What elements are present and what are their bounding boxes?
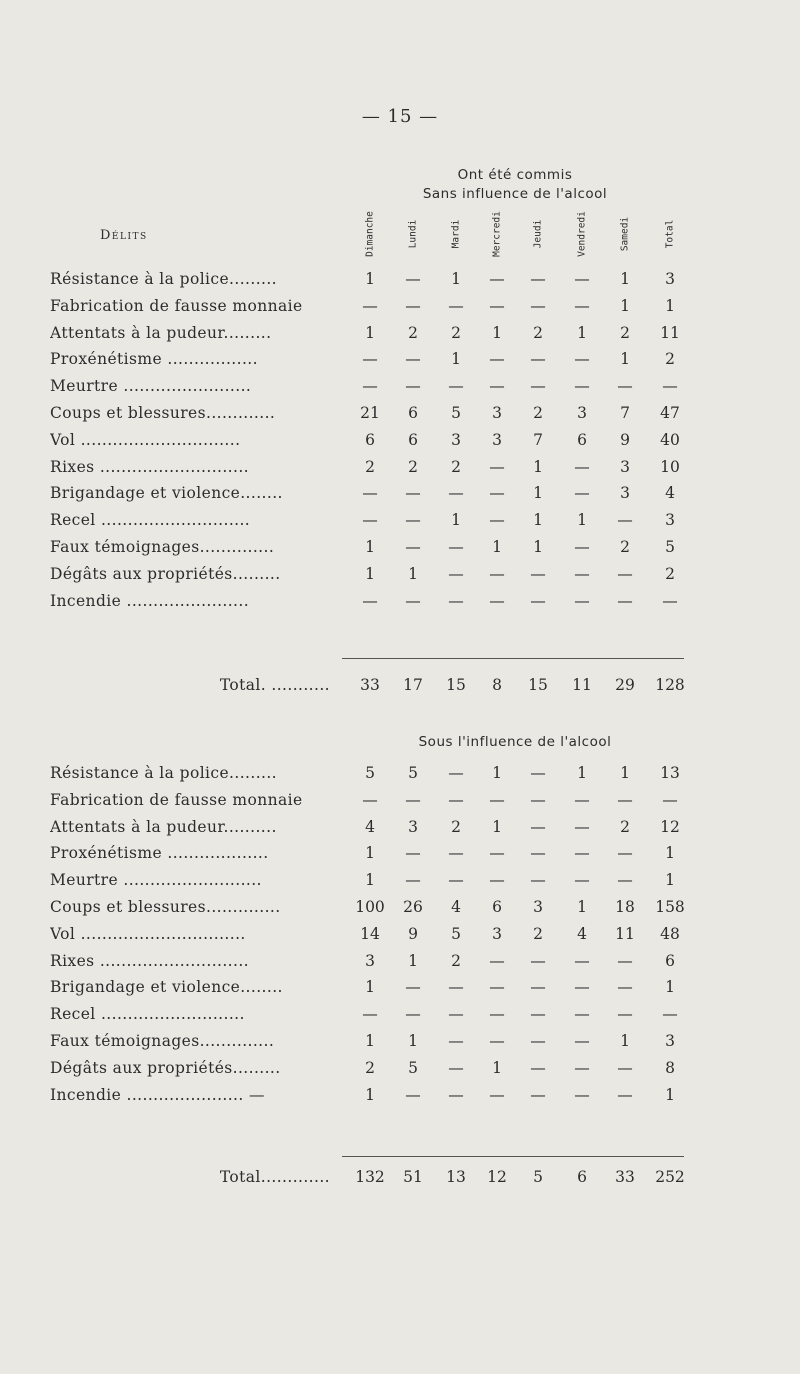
table-cell: — (489, 1032, 505, 1050)
table-cell: — (405, 538, 421, 556)
table-cell: 1 (665, 871, 675, 890)
table-cell: 5 (408, 764, 418, 782)
table-cell: 3 (665, 270, 675, 288)
table-cell: 13 (660, 764, 680, 782)
table-cell: 1 (620, 764, 630, 782)
table-cell: 9 (620, 430, 630, 449)
table-cell: — (530, 1005, 546, 1024)
table-cell: 1 (492, 1058, 502, 1077)
table-cell: 3 (492, 430, 502, 449)
table-cell: 4 (665, 484, 675, 503)
table-cell: 2 (408, 457, 418, 476)
table-cell: — (617, 978, 633, 997)
table-cell: 12 (487, 1168, 507, 1186)
table-cell: 11 (660, 323, 680, 342)
table-cell: 7 (620, 404, 630, 422)
table-cell: 10 (660, 457, 680, 476)
table-cell: 2 (533, 323, 543, 342)
table-cell: 6 (665, 951, 675, 970)
table-cell: 3 (492, 924, 502, 943)
table-cell: 1 (492, 538, 502, 556)
table-cell: — (530, 1032, 546, 1050)
table-cell: — (405, 1005, 421, 1024)
table-row (0, 377, 800, 403)
table-cell: 1 (365, 844, 375, 863)
table-cell: 33 (360, 676, 380, 694)
day-header-label: Vendredi (576, 211, 588, 257)
table-cell: — (617, 790, 633, 809)
table-cell: — (362, 591, 378, 610)
table-row (0, 350, 800, 376)
table-cell: — (574, 538, 590, 556)
table-cell: 8 (492, 676, 502, 694)
offense-label: Rixes ............................ (50, 457, 249, 476)
table-cell: — (448, 1085, 464, 1104)
day-header-label: Total (664, 219, 676, 249)
table-cell: 14 (360, 924, 380, 943)
table-cell: — (617, 844, 633, 863)
table-cell: 6 (492, 898, 502, 916)
table-cell: 1 (577, 323, 587, 342)
table-cell: 2 (451, 323, 461, 342)
table-cell: — (405, 350, 421, 369)
table-cell: 5 (365, 764, 375, 782)
table-cell: 1 (665, 978, 675, 997)
section1-caption-line2: Sans influence de l'alcool (422, 186, 608, 202)
table-cell: 2 (665, 564, 675, 583)
table-cell: — (530, 790, 546, 809)
table-cell: 5 (451, 924, 461, 943)
day-header-label: Dimanche (364, 211, 376, 257)
table-cell: — (662, 790, 678, 809)
table-cell: 3 (408, 817, 418, 836)
table-cell: 1 (577, 511, 587, 530)
table-row (0, 925, 800, 951)
offense-label: Coups et blessures.............. (50, 898, 281, 916)
table-cell: 11 (615, 924, 635, 943)
table-cell: — (362, 377, 378, 396)
table-cell: 1 (665, 844, 675, 863)
table-cell: — (362, 511, 378, 530)
section2-caption: Sous l'influence de l'alcool (418, 734, 612, 750)
table-cell: — (574, 377, 590, 396)
table-row (0, 592, 800, 618)
table-cell: 1 (665, 296, 675, 315)
table-cell: — (574, 844, 590, 863)
day-header-label: Mardi (450, 219, 462, 249)
table-cell: 3 (665, 1032, 675, 1050)
offense-label: Proxénétisme ................. (50, 350, 258, 369)
table-cell: 29 (615, 676, 635, 694)
table-cell: — (530, 764, 546, 782)
table-cell: 4 (451, 898, 461, 916)
table-cell: — (574, 591, 590, 610)
table-cell: — (574, 484, 590, 503)
table-cell: — (489, 978, 505, 997)
table-cell: 3 (577, 404, 587, 422)
table-cell: — (574, 871, 590, 890)
table-cell: — (617, 377, 633, 396)
offense-label: Recel ........................... (50, 1005, 245, 1024)
table-cell: 1 (620, 296, 630, 315)
offense-label: Coups et blessures............. (50, 404, 276, 422)
table-cell: 51 (403, 1168, 423, 1186)
table-cell: — (530, 871, 546, 890)
table-cell: — (617, 591, 633, 610)
table-cell: 15 (528, 676, 548, 694)
table-cell: 1 (365, 871, 375, 890)
table-cell: 9 (408, 924, 418, 943)
table-cell: — (617, 1005, 633, 1024)
table-cell: — (448, 296, 464, 315)
table-cell: — (448, 484, 464, 503)
table-cell: — (448, 538, 464, 556)
table-cell: 3 (620, 457, 630, 476)
table-cell: — (489, 951, 505, 970)
table-cell: — (489, 484, 505, 503)
table-cell: 1 (365, 564, 375, 583)
offense-label: Faux témoignages.............. (50, 538, 275, 556)
table-row (0, 484, 800, 510)
table-cell: 12 (660, 817, 680, 836)
total-row (0, 676, 800, 702)
table-row (0, 844, 800, 870)
table-cell: — (489, 871, 505, 890)
table-cell: — (530, 1058, 546, 1077)
table-cell: — (405, 1085, 421, 1104)
table-cell: 1 (533, 538, 543, 556)
table-cell: 2 (408, 323, 418, 342)
day-header-label: Mercredi (491, 211, 503, 257)
offense-label: Vol ............................... (50, 924, 246, 943)
table-cell: — (530, 844, 546, 863)
table-cell: — (489, 790, 505, 809)
table-cell: 6 (365, 430, 375, 449)
page-number: — 15 — (361, 106, 439, 127)
table-cell: — (362, 350, 378, 369)
table-cell: — (574, 457, 590, 476)
offense-label: Meurtre ........................ (50, 377, 252, 396)
table-cell: — (574, 951, 590, 970)
table-cell: 6 (408, 404, 418, 422)
table-cell: — (489, 591, 505, 610)
table-cell: 2 (620, 817, 630, 836)
table-cell: 18 (615, 898, 635, 916)
table-row (0, 952, 800, 978)
table-row (0, 404, 800, 430)
table-cell: 3 (365, 951, 375, 970)
table-cell: — (405, 377, 421, 396)
table-cell: — (489, 1085, 505, 1104)
table-cell: — (574, 296, 590, 315)
table-cell: — (530, 564, 546, 583)
table-row (0, 1059, 800, 1085)
table-cell: — (662, 1005, 678, 1024)
table-cell: 128 (655, 676, 685, 694)
table-cell: 21 (360, 404, 380, 422)
offense-label: Incendie ....................... (50, 591, 250, 610)
table-cell: — (489, 296, 505, 315)
table-cell: 4 (365, 817, 375, 836)
table-cell: — (362, 296, 378, 315)
table-row (0, 565, 800, 591)
table-cell: — (489, 350, 505, 369)
table-cell: 1 (408, 951, 418, 970)
table-cell: 1 (408, 1032, 418, 1050)
table-cell: — (574, 564, 590, 583)
table-cell: 15 (446, 676, 466, 694)
table-cell: 2 (665, 350, 675, 369)
table-cell: — (489, 270, 505, 288)
table-row (0, 270, 800, 296)
day-header (640, 204, 700, 264)
table-cell: — (448, 871, 464, 890)
table-cell: — (405, 790, 421, 809)
table-cell: — (405, 270, 421, 288)
table-cell: 1 (451, 270, 461, 288)
table-cell: — (448, 1005, 464, 1024)
table-cell: 40 (660, 430, 680, 449)
table-cell: 132 (355, 1168, 385, 1186)
table-cell: — (405, 296, 421, 315)
table-cell: 3 (492, 404, 502, 422)
day-header-label: Lundi (407, 219, 419, 249)
table-row (0, 511, 800, 537)
table-cell: — (489, 844, 505, 863)
table-cell: — (448, 591, 464, 610)
table-cell: — (617, 871, 633, 890)
offense-label: Proxénétisme ................... (50, 844, 269, 863)
table-cell: 1 (365, 1032, 375, 1050)
table-cell: 11 (572, 676, 592, 694)
table-cell: 1 (533, 457, 543, 476)
table-cell: 1 (365, 978, 375, 997)
table-row (0, 791, 800, 817)
table-cell: — (530, 270, 546, 288)
table-cell: — (448, 764, 464, 782)
table-cell: 1 (365, 323, 375, 342)
table-cell: 1 (451, 350, 461, 369)
table-cell: — (530, 951, 546, 970)
table-row (0, 297, 800, 323)
table-cell: 1 (365, 1085, 375, 1104)
table-cell: — (574, 790, 590, 809)
table-cell: 2 (533, 924, 543, 943)
table-cell: — (448, 1032, 464, 1050)
table-cell: — (448, 790, 464, 809)
table-cell: — (489, 377, 505, 396)
table-cell: — (530, 817, 546, 836)
day-header-label: Samedi (619, 216, 631, 252)
offense-label: Attentats à la pudeur.......... (50, 817, 277, 836)
table-cell: 2 (620, 323, 630, 342)
table-cell: 5 (451, 404, 461, 422)
section1-total-rule (342, 658, 684, 659)
table-cell: — (617, 564, 633, 583)
total-label: Total............. (219, 1168, 330, 1186)
table-cell: — (448, 377, 464, 396)
table-cell: 2 (365, 1058, 375, 1077)
table-cell: — (574, 978, 590, 997)
table-cell: — (362, 1005, 378, 1024)
table-row (0, 458, 800, 484)
table-cell: 1 (665, 1085, 675, 1104)
table-cell: 3 (451, 430, 461, 449)
table-row (0, 871, 800, 897)
table-cell: 1 (365, 538, 375, 556)
table-row (0, 898, 800, 924)
table-cell: 1 (577, 764, 587, 782)
table-cell: 1 (533, 484, 543, 503)
table-cell: — (405, 978, 421, 997)
table-cell: — (530, 591, 546, 610)
table-cell: 1 (492, 323, 502, 342)
table-cell: 1 (451, 511, 461, 530)
offense-label: Incendie ...................... — (50, 1085, 265, 1104)
table-cell: 1 (620, 270, 630, 288)
table-cell: — (574, 1032, 590, 1050)
table-row (0, 324, 800, 350)
table-cell: 48 (660, 924, 680, 943)
table-cell: 1 (533, 511, 543, 530)
table-cell: — (617, 511, 633, 530)
table-cell: 3 (533, 898, 543, 916)
table-cell: — (530, 377, 546, 396)
table-cell: — (362, 484, 378, 503)
table-cell: — (448, 1058, 464, 1077)
table-cell: — (405, 844, 421, 863)
table-cell: — (662, 377, 678, 396)
total-label: Total. ........... (219, 676, 330, 694)
table-cell: — (662, 591, 678, 610)
table-cell: — (530, 350, 546, 369)
table-cell: — (448, 564, 464, 583)
offense-label: Meurtre .......................... (50, 871, 262, 890)
table-cell: — (530, 296, 546, 315)
table-cell: — (617, 1085, 633, 1104)
offense-label: Résistance à la police......... (50, 764, 278, 782)
table-cell: 1 (492, 764, 502, 782)
table-cell: 2 (533, 404, 543, 422)
table-cell: 1 (408, 564, 418, 583)
table-cell: 6 (408, 430, 418, 449)
offense-label: Brigandage et violence........ (50, 978, 283, 997)
offense-label: Recel ............................ (50, 511, 251, 530)
table-cell: 5 (408, 1058, 418, 1077)
table-cell: — (574, 1058, 590, 1077)
table-row (0, 431, 800, 457)
table-cell: — (489, 457, 505, 476)
table-cell: — (574, 1085, 590, 1104)
table-cell: — (574, 1005, 590, 1024)
section1-caption-line1: Ont été commis (457, 167, 573, 183)
table-cell: 1 (577, 898, 587, 916)
table-cell: 5 (665, 538, 675, 556)
table-cell: 6 (577, 430, 587, 449)
table-cell: 2 (451, 457, 461, 476)
offense-label: Brigandage et violence........ (50, 484, 283, 503)
table-row (0, 978, 800, 1004)
table-cell: — (489, 564, 505, 583)
table-cell: 252 (655, 1168, 685, 1186)
table-cell: 1 (492, 817, 502, 836)
table-cell: — (530, 978, 546, 997)
table-cell: 8 (665, 1058, 675, 1077)
table-row (0, 1032, 800, 1058)
table-cell: — (617, 951, 633, 970)
table-cell: 2 (365, 457, 375, 476)
table-cell: — (574, 350, 590, 369)
table-cell: — (405, 484, 421, 503)
section2-total-rule (342, 1156, 684, 1157)
offense-label: Vol .............................. (50, 430, 241, 449)
table-cell: — (574, 270, 590, 288)
table-cell: — (489, 511, 505, 530)
table-cell: 6 (577, 1168, 587, 1186)
offense-label: Dégâts aux propriétés......... (50, 1058, 281, 1077)
table-cell: — (448, 978, 464, 997)
offense-label: Rixes ............................ (50, 951, 249, 970)
table-row (0, 764, 800, 790)
table-cell: — (489, 1005, 505, 1024)
offense-label: Dégâts aux propriétés......... (50, 564, 281, 583)
table-cell: — (448, 844, 464, 863)
table-cell: 3 (620, 484, 630, 503)
table-cell: — (530, 1085, 546, 1104)
table-cell: — (362, 790, 378, 809)
offense-label: Faux témoignages.............. (50, 1032, 275, 1050)
table-row (0, 818, 800, 844)
table-cell: 26 (403, 898, 423, 916)
table-cell: 4 (577, 924, 587, 943)
table-cell: 100 (355, 898, 385, 916)
table-cell: — (574, 817, 590, 836)
offense-label: Attentats à la pudeur......... (50, 323, 272, 342)
table-cell: 7 (533, 430, 543, 449)
table-cell: 33 (615, 1168, 635, 1186)
table-cell: — (617, 1058, 633, 1077)
table-row (0, 1005, 800, 1031)
table-cell: — (405, 871, 421, 890)
table-cell: 2 (451, 951, 461, 970)
table-cell: 3 (665, 511, 675, 530)
table-row (0, 1086, 800, 1112)
table-cell: 13 (446, 1168, 466, 1186)
table-cell: 5 (533, 1168, 543, 1186)
table-cell: 158 (655, 898, 685, 916)
day-header-label: Jeudi (532, 219, 544, 249)
table-cell: 1 (620, 350, 630, 369)
table-row (0, 538, 800, 564)
table-cell: 1 (365, 270, 375, 288)
table-cell: 17 (403, 676, 423, 694)
table-cell: 2 (451, 817, 461, 836)
delits-header: Délits (100, 228, 148, 243)
table-cell: 1 (620, 1032, 630, 1050)
offense-label: Résistance à la police......... (50, 270, 278, 288)
offense-label: Fabrication de fausse monnaie (50, 790, 303, 809)
offense-label: Fabrication de fausse monnaie (50, 296, 303, 315)
table-cell: — (405, 591, 421, 610)
total-row (0, 1168, 800, 1194)
table-cell: — (405, 511, 421, 530)
table-cell: 47 (660, 404, 680, 422)
table-cell: 2 (620, 538, 630, 556)
